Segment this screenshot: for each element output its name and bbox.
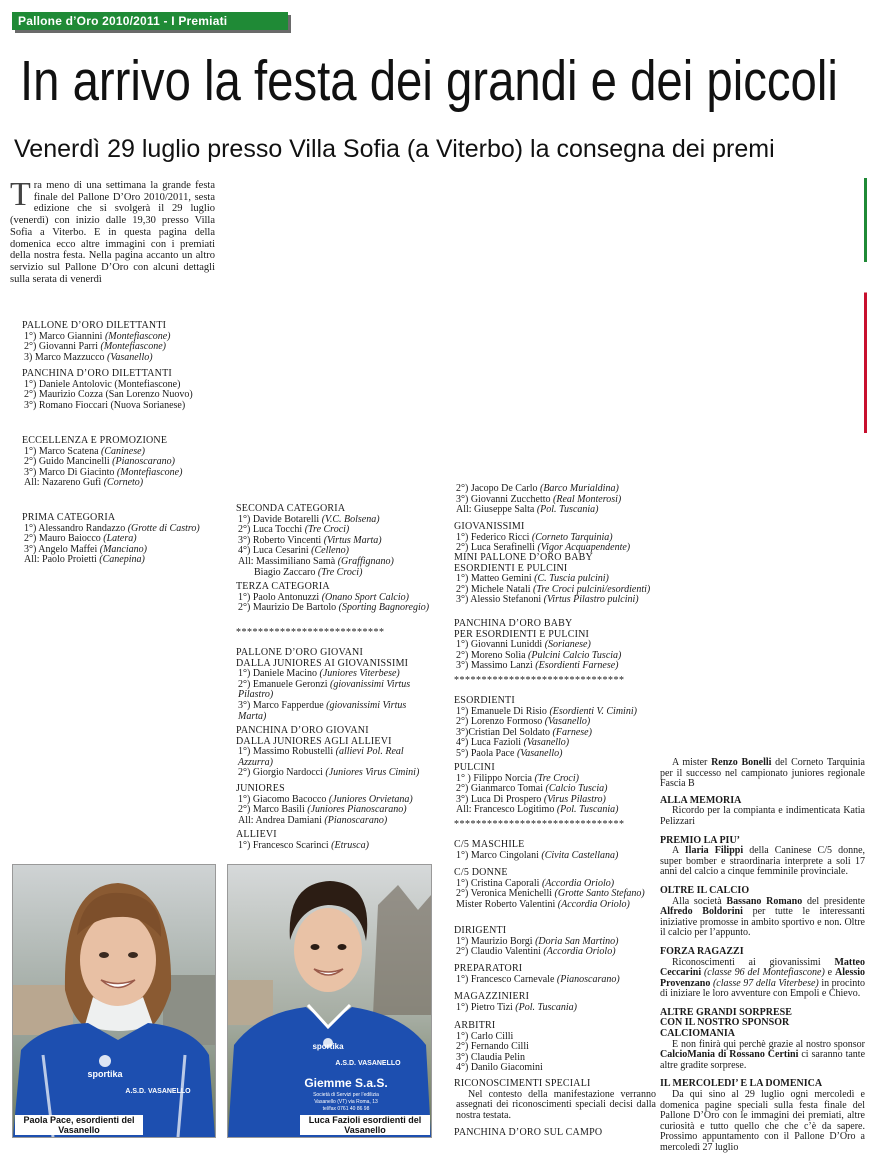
section-dirigenti: DIRIGENTI 1°) Maurizio Borgi (Doria San Martino) 2°) Claudio Valentini (Accordia Oriolo): [454, 925, 619, 958]
divider-stars: *******************************: [454, 819, 625, 830]
section-c5-donne: C/5 DONNE 1°) Cristina Caporali (Accordia Oriolo) 2°) Veronica Menichelli (Grotte Santo Stefano) Mister Roberto Valentini (Accordia Oriolo): [454, 867, 645, 910]
photo-paola-pace-illustration: [13, 865, 215, 1137]
shirt-brand: sportika: [87, 1069, 123, 1079]
section-pallone-oro-dilettanti: PALLONE D’ORO DILETTANTI 1°) Marco Giannini (Montefiascone) 2°) Giovanni Parri (Montefiascone) 3) Marco Mazzucco (Vasanello): [22, 320, 171, 363]
shirt-club: A.S.D. VASANELLO: [125, 1088, 191, 1095]
divider-stars: *******************************: [454, 675, 625, 686]
section-riconoscimenti-speciali: RICONOSCIMENTI SPECIALI Nel contesto della manifestazione verranno assegnati dei riconoscimenti speciali decisi dalla nostra testata.: [454, 1078, 656, 1121]
intro-paragraph: Tra meno di una settimana la grande festa finale del Pallone D’Oro 2010/2011, sesta edizione che si svolgerà il 29 luglio (venerdì) con inizio dalle 19,30 presso Villa Sofia a Viterbo. E in questa pagina della domenica ecco altre immagini con i premiati della nostra festa. Nella pagina accanto un altro servizio sul Pallone D’Oro con alcuni dettagli sulla serata di venerdì: [10, 176, 215, 285]
sponsor-address: Vasanello (VT) via Roma, 13: [314, 1099, 378, 1105]
headline: In arrivo la festa dei grandi e dei piccoli: [20, 49, 838, 113]
section-magazzinieri: MAGAZZINIERI 1°) Pietro Tizi (Pol. Tuscania): [454, 991, 577, 1013]
italian-flag-stripe: [864, 178, 867, 433]
photo-caption: Paola Pace, esordienti del Vasanello: [15, 1115, 143, 1135]
sponsor-sub: Società di Servizi per l’edilizia: [313, 1092, 379, 1098]
photo-luca-fazioli-illustration: [228, 865, 431, 1137]
section-giovanissimi: GIOVANISSIMI 1°) Federico Ricci (Corneto Tarquinia) 2°) Luca Serafinelli (Vigor Acquapendente): [454, 521, 631, 554]
section-esordienti: ESORDIENTI 1°) Emanuele Di Risio (Esordienti V. Cimini) 2°) Lorenzo Formoso (Vasanello) 3°)Cristian Del Soldato (Farnese) 4°) Luca Fazioli (Vasanello) 5°) Paola Pace (Vasanello): [454, 695, 637, 759]
section-panchina-oro-dilettanti: PANCHINA D’ORO DILETTANTI 1°) Daniele Antolovic (Montefiascone) 2°) Maurizio Cozza (San Lorenzo Nuovo) 3°) Romano Fioccari (Nuova Sorianese): [22, 368, 193, 411]
shirt-brand: sportika: [312, 1042, 344, 1051]
sportika-logo-icon: [99, 1055, 111, 1067]
section-prima-categoria: PRIMA CATEGORIA 1°) Alessandro Randazzo (Grotte di Castro) 2°) Mauro Baiocco (Latera) 3°) Angelo Maffei (Manciano) All: Paolo Proietti (Canepina): [22, 512, 200, 566]
section-seconda-categoria: SECONDA CATEGORIA 1°) Davide Botarelli (V.C. Bolsena) 2°) Luca Tocchi (Tre Croci) 3°) Roberto Vincenti (Virtus Marta) 4°) Luca Cesarini (Celleno) All: Massimiliano Samà (Graffignano) Biagio Zaccaro (Tre Croci): [236, 503, 394, 578]
section-panchina-oro-sul-campo: PANCHINA D’ORO SUL CAMPO: [454, 1127, 603, 1138]
divider-stars: ***************************: [236, 627, 385, 638]
section-juniores: JUNIORES 1°) Giacomo Bacocco (Juniores Orvietana) 2°) Marco Basili (Juniores Pianoscarano) All: Andrea Damiani (Pianoscarano): [236, 783, 413, 826]
shirt-club: A.S.D. VASANELLO: [335, 1060, 401, 1067]
section-allievi-continued: 2°) Jacopo De Carlo (Barco Murialdina) 3°) Giovanni Zucchetto (Real Monterosi) All: Giuseppe Salta (Pol. Tuscania): [456, 483, 622, 516]
section-panchina-oro-baby: PANCHINA D’ORO BABY PER ESORDIENTI E PULCINI 1°) Giovanni Luniddi (Sorianese) 2°) Moreno Solìa (Pulcini Calcio Tuscia) 3°) Massimo Lanzi (Esordienti Farnese): [454, 618, 622, 672]
section-c5-maschile: C/5 MASCHILE 1°) Marco Cingolani (Civita Castellana): [454, 839, 619, 861]
section-pallone-oro-giovani: PALLONE D’ORO GIOVANI DALLA JUNIORES AI GIOVANISSIMI 1°) Daniele Macino (Juniores Viterbese) 2°) Emanuele Geronzi (giovanissimi Virtus Pilastro) 3°) Marco Fapperdue (giovanissimi Virtus Marta): [236, 647, 411, 722]
photo-caption: Luca Fazioli esordienti del Vasanello: [300, 1115, 430, 1135]
section-rubric: Pallone d’Oro 2010/2011 - I Premiati: [12, 12, 288, 30]
section-mini-pallone-oro-baby: MINI PALLONE D’ORO BABY ESORDIENTI E PULCINI 1°) Matteo Gemini (C. Tuscia pulcini) 2°) Michele Natali (Tre Croci pulcini/esordienti) 3°) Alessio Stefanoni (Virtus Pilastro pulcini): [454, 552, 651, 606]
section-eccellenza-promozione: ECCELLENZA E PROMOZIONE 1°) Marco Scatena (Caninese) 2°) Guido Mancinelli (Pianoscarano) 3°) Marco Di Giacinto (Montefiascone) All: Nazareno Gufi (Corneto): [22, 435, 183, 489]
section-preparatori: PREPARATORI 1°) Francesco Carnevale (Pianoscarano): [454, 963, 620, 985]
column-special-awards: A mister Renzo Bonelli del Corneto Tarquinia per il successo nel campionato juniores regionale Fascia B ALLA MEMORIA Ricordo per la compianta e indimenticata Katia Pelizzari PREMIO LA PIU’ A Ilaria Filippi della Caninese C/5 donne, super bomber e straordinaria interprete a soli 17 anni del calcio a cinque femminile provinciale. OLTRE IL CALCIO Alla società Bassano Romano del presidente Alfredo Boldorini per tutte le interessanti iniziative promosse in ambito sportivo e non. Oltre il calcio per l’appunto. FORZA RAGAZZI Riconoscimenti ai giovanissimi Matteo Ceccarini (classe 96 del Montefiascone) e Alessio Provenzano (classe 97 della Viterbese) in procinto di iniziare le loro avventure con Empoli e Chievo. ALTRE GRANDI SORPRESE CON IL NOSTRO SPONSOR CALCIOMANIA E non finirà qui perchè grazie al nostro sponsor CalcioMania di Rossano Certini ci saranno tante altre gradite sorprese. IL MERCOLEDI’ E LA DOMENICA Da qui sino al 29 luglio ogni mercoledì e domenica pagine speciali sulla festa finale del Pallone D’Oro con le immagini dei premiati, altre curiosità e tutto quello che che c’è da sapere. Prossimo appuntamento con il Pallone D’Oro a mercoledì 27 luglio: [660, 757, 866, 1153]
section-arbitri: ARBITRI 1°) Carlo Cilli 2°) Fernando Cilli 3°) Claudia Pelin 4°) Danilo Giacomini: [454, 1020, 543, 1074]
drop-cap: T: [10, 176, 31, 213]
photo-paola-pace: [12, 864, 216, 1138]
sponsor-name: Giemme S.a.S.: [304, 1076, 388, 1090]
photo-luca-fazioli: [227, 864, 432, 1138]
sponsor-phone: tel/fax 0761 40 86 98: [322, 1106, 370, 1112]
subheadline: Venerdì 29 luglio presso Villa Sofia (a Viterbo) la consegna dei premi: [14, 135, 775, 163]
section-terza-categoria: TERZA CATEGORIA 1°) Paolo Antonuzzi (Onano Sport Calcio) 2°) Maurizio De Bartolo (Sporting Bagnoregio): [236, 581, 430, 614]
section-pulcini: PULCINI 1° ) Filippo Norcia (Tre Croci) 2°) Gianmarco Tomai (Calcio Tuscia) 3°) Luca Di Prospero (Virus Pilastro) All: Francesco Logitimo (Pol. Tuscania): [454, 762, 619, 816]
section-panchina-oro-giovani: PANCHINA D’ORO GIOVANI DALLA JUNIORES AGLI ALLIEVI 1°) Massimo Robustelli (allievi Pol. Real Azzurra) 2°) Giorgio Nardocci (Juniores Virus Cimini): [236, 725, 420, 779]
section-allievi: ALLIEVI 1°) Francesco Scarinci (Etrusca): [236, 829, 369, 851]
